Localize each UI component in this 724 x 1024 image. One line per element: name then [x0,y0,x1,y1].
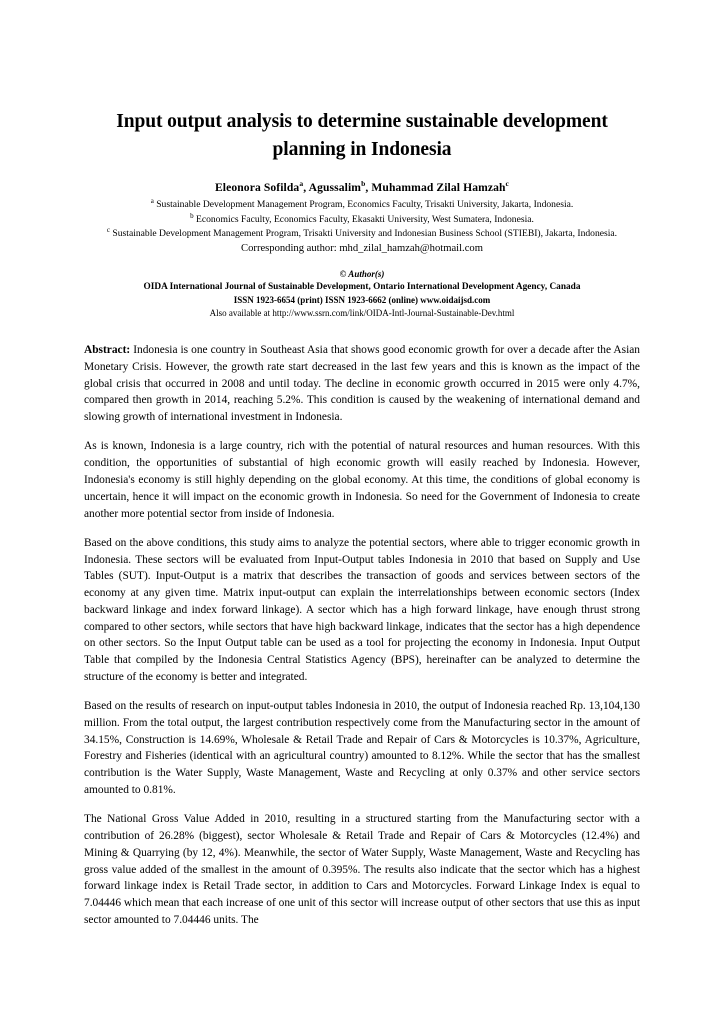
author-name-a: Eleonora Sofilda [214,181,300,195]
article-body [84,342,640,929]
journal-availability: Also available at http://www.ssrn.com/link/OIDA-Intl-Journal-Sustainable-Dev.html [209,308,515,319]
affiliation-mark-b: b [190,211,194,220]
journal-info [84,268,640,321]
affiliation-text-b: Economics Faculty, Economics Faculty, Ekasakti University, West Sumatera, Indonesia. [195,213,534,225]
affiliation-mark-a: a [150,197,154,206]
author-mark-a: a [299,179,304,189]
author-sep-1: , [303,181,309,195]
author-name-c: Muhammad Zilal Hamzah [371,181,506,195]
affiliation-text-c: Sustainable Development Management Program, Trisakti University and Indonesian Business School (STIEBI), Jakarta, Indonesia. [112,228,618,240]
abstract-label: Abstract: [84,344,131,357]
corresponding-author: Corresponding author: mhd_zilal_hamzah@hotmail.com [241,242,483,254]
body-paragraph-4: The National Gross Value Added in 2010, resulting in a structured starting from the Manufacturing sector with a contribution of 26.28% (biggest), sector Wholesale & Retail Trade and Repair of Cars & Motorcycles (12.4%) and Mining & Quarrying (by 12, 4%). Meanwhile, the sector of Water Supply, Waste Management, Waste and Recycling has gross value added of the smallest in the amount of 0.395%. The results also indicate that the sector which has a highest forward linkage index is Retail Trade sector, in addition to Cars and Motorcycles. Forward Linkage Index is equal to 7.04446 which mean that each increase of one unit of this sector will increase output of other sectors that use this as input sector amounted to 7.04446 units. The [84,813,640,926]
page-title: Input output analysis to determine sustainable development planning in Indonesia [116,111,608,160]
affiliation-c [84,226,640,240]
author-list [84,179,640,194]
journal-issn: ISSN 1923-6654 (print) ISSN 1923-6662 (online) www.oidaijsd.com [233,295,491,306]
body-paragraph-1: As is known, Indonesia is a large country, rich with the potential of natural resources and human resources. With this condition, the opportunities of substantial of high economic growth will easily reached by Indonesia. However, Indonesia's economy is still highly depending on the global economy. At this time, the conditions of global economy is uncertain, hence it will impact on the economic growth in Indonesia. So need for the Government of Indonesia to create another more potential sector from inside of Indonesia. [84,440,640,520]
author-name-b: Agussalim [308,181,362,195]
author-mark-b: b [361,179,366,189]
abstract-text: Indonesia is one country in Southeast Asia that shows good economic growth for over a decade after the Asian Monetary Crisis. However, the growth rate start decreased in the last few years and this is known as the impact of the global crisis that occurred in 2008 and until today. The decline in economic growth occurred in 2015 were only 4.7%, compared then growth in 2014, reaching 5.2%. This condition is caused by the weakening of international demand and slowing growth of international investment in Indonesia. [84,344,640,424]
copyright-line: © Author(s) [339,268,385,279]
journal-name: OIDA International Journal of Sustainable Development, Ontario International Development Agency, Canada [143,281,581,292]
affiliation-mark-c: c [106,226,111,235]
abstract-paragraph [84,342,640,426]
author-mark-c: c [505,179,510,189]
affiliation-b [84,212,640,226]
body-paragraph-3: Based on the results of research on input-output tables Indonesia in 2010, the output of Indonesia reached Rp. 13,104,130 million. From the total output, the largest contribution respectively come from the Manufacturing sector in the amount of 34.15%, Construction is 14.69%, Wholesale & Retail Trade and Repair of Cars & Motorcycles is 10.37%, Agriculture, Forestry and Fisheries (identical with an agricultural country) amounted to 8.12%. While the sector that has the smallest contribution is the Water Supply, Waste Management, Waste and Recycling at only 0.37% and other service sectors amounted to 0.81%. [84,700,640,796]
affiliation-a [84,197,640,211]
author-sep-2: , [365,181,372,195]
body-paragraph-2: Based on the above conditions, this study aims to analyze the potential sectors, where able to trigger economic growth in Indonesia. These sectors will be evaluated from Input-Output tables Indonesia in 2010 that based on Supply and Use Tables (SUT). Input-Output is a matrix that describes the transaction of goods and services between sectors of the economy at any given time. Matrix input-output can explain the interrelationships between economic sectors (Index backward linkage and index forward linkage). A sector which has a high forward linkage, have enough thrust strong compared to other sectors, while sectors that have high backward linkage, indicates that the sector has a high dependence on other sectors. So the Input Output table can be used as a tool for projecting the economy in Indonesia. Input Output Table that compiled by the Indonesia Central Statistics Agency (BPS), hereinafter can be analyzed to determine the structure of the economy is better and integrated. [84,536,640,683]
affiliation-text-a: Sustainable Development Management Program, Economics Faculty, Trisakti University, Jakarta, Indonesia. [156,199,574,211]
